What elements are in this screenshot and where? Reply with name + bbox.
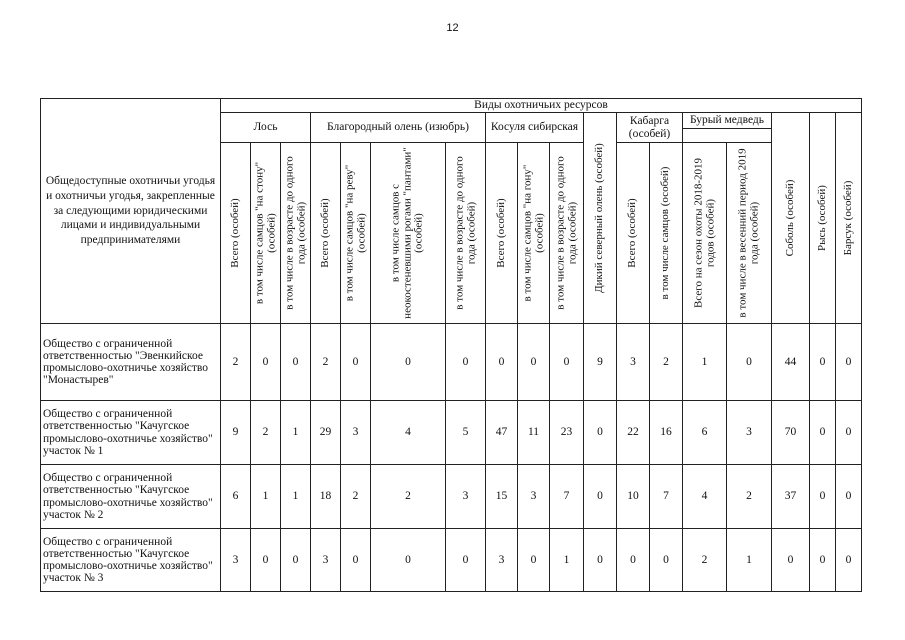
cell-value: 5	[446, 401, 486, 465]
cell-value: 16	[650, 401, 683, 465]
cell-value: 3	[486, 529, 518, 592]
cell-value: 2	[650, 324, 683, 401]
cell-value: 0	[518, 529, 550, 592]
cell-value: 37	[772, 465, 810, 529]
cell-value: 3	[311, 529, 341, 592]
cell-value: 0	[617, 529, 650, 592]
col-header-roedeer-males: в том числе самцов "на гону" (особей)	[518, 143, 550, 324]
col-header-bear-season: Всего на сезон охоты 2018-2019 годов (особей)	[683, 143, 727, 324]
col-header-muskdeer-total: Всего (особей)	[617, 143, 650, 324]
cell-value: 0	[584, 401, 617, 465]
cell-value: 2	[371, 465, 446, 529]
cell-value: 0	[810, 465, 836, 529]
cell-value: 0	[727, 324, 772, 401]
row-org-name: Общество с ограниченной ответственностью "Эвенкийское промыслово-охотничье хозяйство "Монастырев"	[41, 324, 221, 401]
cell-value: 0	[486, 324, 518, 401]
cell-value: 0	[251, 324, 281, 401]
cell-value: 7	[550, 465, 584, 529]
cell-value: 0	[836, 465, 862, 529]
col-header-reindeer: Дикий северный олень (особей)	[584, 113, 617, 324]
cell-value: 4	[683, 465, 727, 529]
cell-value: 3	[518, 465, 550, 529]
hunting-resources-table	[40, 98, 862, 592]
cell-value: 3	[221, 529, 251, 592]
col-header-muskdeer-males: в том числе самцов (особей)	[650, 143, 683, 324]
cell-value: 0	[341, 529, 371, 592]
cell-value: 0	[810, 401, 836, 465]
cell-value: 3	[617, 324, 650, 401]
cell-value: 2	[727, 465, 772, 529]
cell-value: 0	[281, 324, 311, 401]
cell-value: 4	[371, 401, 446, 465]
cell-value: 11	[518, 401, 550, 465]
cell-value: 0	[371, 529, 446, 592]
brown-bear-spacer	[683, 129, 772, 143]
cell-value: 0	[371, 324, 446, 401]
row-org-name: Общество с ограниченной ответственностью "Качугское промыслово-охотничье хозяйство" участок № 2	[41, 465, 221, 529]
cell-value: 0	[836, 324, 862, 401]
cell-value: 2	[311, 324, 341, 401]
group-header-roe-deer: Косуля сибирская	[486, 113, 584, 143]
col-header-badger: Барсук (особей)	[836, 113, 862, 324]
org-column-header: Общедоступные охотничьи угодья и охотничьи угодья, закрепленные за следующими юридическими лицами и индивидуальными предпринимателями	[41, 99, 221, 324]
cell-value: 0	[810, 324, 836, 401]
cell-value: 1	[727, 529, 772, 592]
cell-value: 0	[341, 324, 371, 401]
col-header-moose-young: в том числе в возрасте до одного года (особей)	[281, 143, 311, 324]
cell-value: 6	[221, 465, 251, 529]
cell-value: 0	[550, 324, 584, 401]
cell-value: 0	[836, 401, 862, 465]
cell-value: 1	[251, 465, 281, 529]
cell-value: 2	[683, 529, 727, 592]
table-row	[41, 324, 862, 401]
cell-value: 3	[446, 465, 486, 529]
cell-value: 9	[584, 324, 617, 401]
col-header-reddeer-antlers: в том числе самцов с неокостеневшими рогами "пантами" (особей)	[371, 143, 446, 324]
row-org-name: Общество с ограниченной ответственностью "Качугское промыслово-охотничье хозяйство" участок № 3	[41, 529, 221, 592]
cell-value: 47	[486, 401, 518, 465]
cell-value: 0	[810, 529, 836, 592]
resource-types-header: Виды охотничьих ресурсов	[221, 99, 862, 113]
col-header-reddeer-total: Всего (особей)	[311, 143, 341, 324]
table-row	[41, 529, 862, 592]
page-number: 12	[446, 22, 459, 34]
col-header-reddeer-males: в том числе самцов "на реву" (особей)	[341, 143, 371, 324]
col-header-roedeer-total: Всего (особей)	[486, 143, 518, 324]
col-header-moose-total: Всего (особей)	[221, 143, 251, 324]
col-header-sable: Соболь (особей)	[772, 113, 810, 324]
cell-value: 15	[486, 465, 518, 529]
group-header-red-deer: Благородный олень (изюбрь)	[311, 113, 486, 143]
cell-value: 9	[221, 401, 251, 465]
cell-value: 0	[446, 324, 486, 401]
group-header-musk-deer: Кабарга (особей)	[617, 113, 683, 143]
cell-value: 3	[341, 401, 371, 465]
col-header-roedeer-young: в том числе в возрасте до одного года (особей)	[550, 143, 584, 324]
col-header-bear-spring: в том числе в весенний период 2019 года (особей)	[727, 143, 772, 324]
table-row	[41, 401, 862, 465]
cell-value: 2	[251, 401, 281, 465]
col-header-moose-males: в том числе самцов "на стону" (особей)	[251, 143, 281, 324]
cell-value: 1	[281, 401, 311, 465]
table-row	[41, 465, 862, 529]
cell-value: 3	[727, 401, 772, 465]
cell-value: 18	[311, 465, 341, 529]
cell-value: 1	[550, 529, 584, 592]
cell-value: 2	[341, 465, 371, 529]
cell-value: 70	[772, 401, 810, 465]
cell-value: 7	[650, 465, 683, 529]
cell-value: 1	[683, 324, 727, 401]
cell-value: 0	[650, 529, 683, 592]
cell-value: 0	[584, 465, 617, 529]
cell-value: 2	[221, 324, 251, 401]
cell-value: 0	[446, 529, 486, 592]
cell-value: 29	[311, 401, 341, 465]
cell-value: 0	[518, 324, 550, 401]
cell-value: 0	[281, 529, 311, 592]
cell-value: 22	[617, 401, 650, 465]
cell-value: 44	[772, 324, 810, 401]
cell-value: 1	[281, 465, 311, 529]
group-header-brown-bear: Бурый медведь	[683, 113, 772, 129]
cell-value: 0	[772, 529, 810, 592]
col-header-reddeer-young: в том числе в возрасте до одного года (особей)	[446, 143, 486, 324]
cell-value: 0	[251, 529, 281, 592]
col-header-lynx: Рысь (особей)	[810, 113, 836, 324]
cell-value: 10	[617, 465, 650, 529]
cell-value: 23	[550, 401, 584, 465]
cell-value: 6	[683, 401, 727, 465]
row-org-name: Общество с ограниченной ответственностью "Качугское промыслово-охотничье хозяйство" участок № 1	[41, 401, 221, 465]
cell-value: 0	[584, 529, 617, 592]
group-header-moose: Лось	[221, 113, 311, 143]
cell-value: 0	[836, 529, 862, 592]
